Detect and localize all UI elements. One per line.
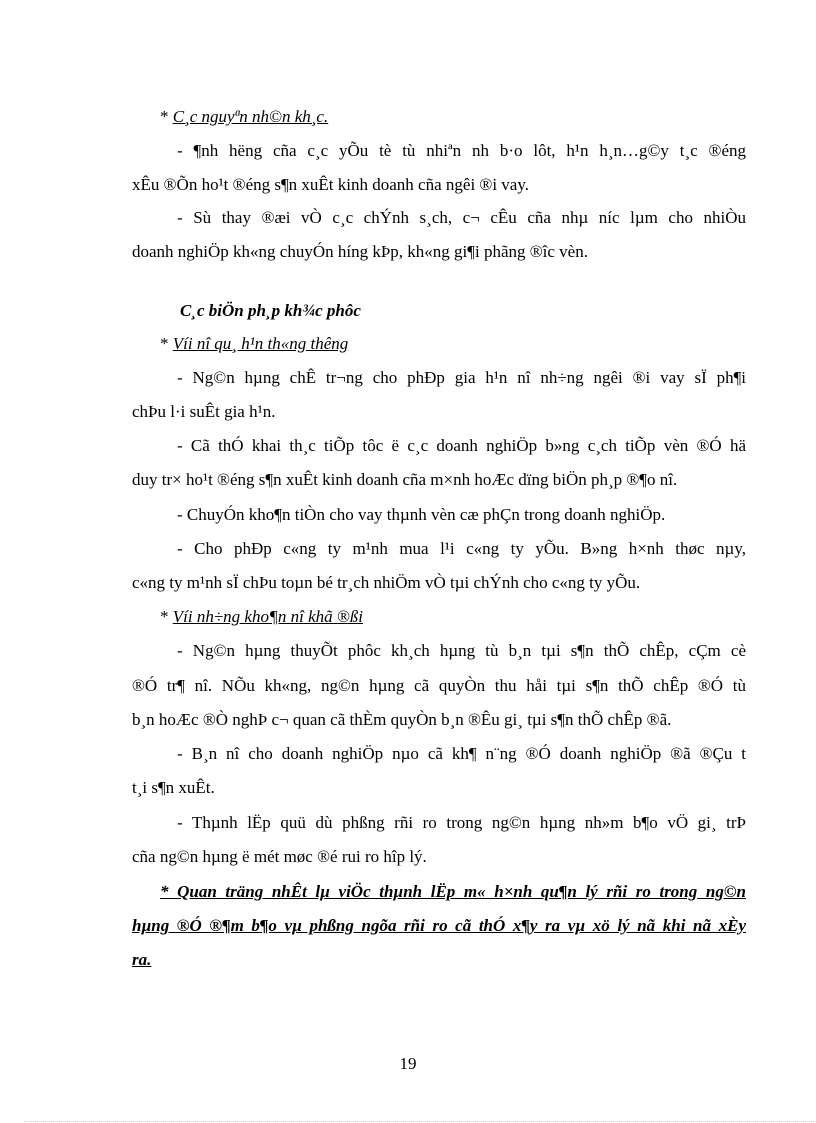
section-heading-bad-debt (160, 606, 776, 628)
paragraph-line: cña ng©n hµng ë mét møc ®é rui ro hîp lý. (132, 847, 427, 866)
section-title-remedies: C¸c biÖn ph¸p kh¾c phôc (180, 301, 361, 320)
paragraph-line: - Ng©n hµng chÊ tr¬ng cho phÐp gia h¹n nî nh÷ng ngêi ®i vay sÏ ph¶i (177, 368, 746, 387)
paragraph-line: - Ng©n hµng thuyÕt phôc kh¸ch hµng tù b¸n tµi s¶n thÕ chÊp, cÇm cè (177, 641, 746, 660)
bullet-marker: * (160, 607, 173, 626)
paragraph-line: - B¸n nî cho doanh nghiÖp nµo cã kh¶ n¨ng ®Ó doanh nghiÖp ®ã ®Çu t (177, 744, 746, 763)
paragraph-line: c«ng ty m¹nh sÏ chÞu toµn bé tr¸ch nhiÖm vÒ tµi chÝnh cho c«ng ty yÕu. (132, 573, 641, 592)
heading-text: C¸c nguyªn nh©n kh¸c. (172, 107, 329, 126)
paragraph-line: ®Ó tr¶ nî. NÕu kh«ng, ng©n hµng cã quyÒn thu håi tµi s¶n thÕ chÊp ®Ó tù (132, 676, 746, 695)
paragraph-line: t¸i s¶n xuÊt. (132, 778, 215, 797)
paragraph-line: - Cho phÐp c«ng ty m¹nh mua l¹i c«ng ty yÕu. B»ng h×nh thøc nµy, (177, 539, 746, 558)
paragraph-line: - Sù thay ®æi vÒ c¸c chÝnh s¸ch, c¬ cÊu cña nhµ níc lµm cho nhiÒu (177, 208, 746, 227)
paragraph-line: - Thµnh lËp quü dù phßng rñi ro trong ng©n hµng nh»m b¶o vÖ gi¸ trÞ (177, 813, 746, 832)
paragraph-line: xÊu ®Õn ho¹t ®éng s¶n xuÊt kinh doanh cña ngêi ®i vay. (132, 175, 529, 194)
paragraph-line: duy tr× ho¹t ®éng s¶n xuÊt kinh doanh cña m×nh hoÆc dïng biÖn ph¸p ®¶o nî. (132, 470, 678, 489)
paragraph-line: - Cã thÓ khai th¸c tiÕp tôc ë c¸c doanh nghiÖp b»ng c¸ch tiÕp vèn ®Ó hä (177, 436, 746, 455)
conclusion-line: ra. (132, 950, 152, 969)
bullet-marker: * (160, 334, 173, 353)
conclusion-line: * Quan träng nhÊt lµ viÖc thµnh lËp m« h×nh qu¶n lý rñi ro trong ng©n (160, 882, 746, 901)
conclusion-line: hµng ®Ó ®¶m b¶o vµ phßng ngõa rñi ro cã thÓ x¶y ra vµ xö lý nã khi nã xÈy (132, 916, 746, 935)
paragraph-line: doanh nghiÖp kh«ng chuyÓn híng kÞp, kh«ng gi¶i phãng ®îc vèn. (132, 242, 588, 261)
heading-text: Víi nî qu¸ h¹n th«ng thêng (172, 334, 349, 353)
heading-text: Víi nh÷ng kho¶n nî khã ®ßi (172, 607, 364, 626)
section-heading-other-causes (160, 106, 776, 128)
paragraph-line: - ChuyÓn kho¶n tiÒn cho vay thµnh vèn cæ phÇn trong doanh nghiÖp. (177, 505, 666, 524)
bullet-marker: * (160, 107, 173, 126)
page-number: 19 (399, 1054, 417, 1073)
page-bottom-divider (24, 1121, 816, 1122)
paragraph-line: b¸n hoÆc ®Ò nghÞ c¬ quan cã thÈm quyÒn b¸n ®Êu gi¸ tµi s¶n thÕ chÊp ®ã. (132, 710, 672, 729)
paragraph-line: - ¶nh hëng cña c¸c yÕu tè tù nhiªn nh b·o lôt, h¹n h¸n…g©y t¸c ®éng (177, 141, 746, 160)
paragraph-line: chÞu l·i suÊt gia h¹n. (132, 402, 276, 421)
section-heading-normal-debt (160, 333, 776, 355)
